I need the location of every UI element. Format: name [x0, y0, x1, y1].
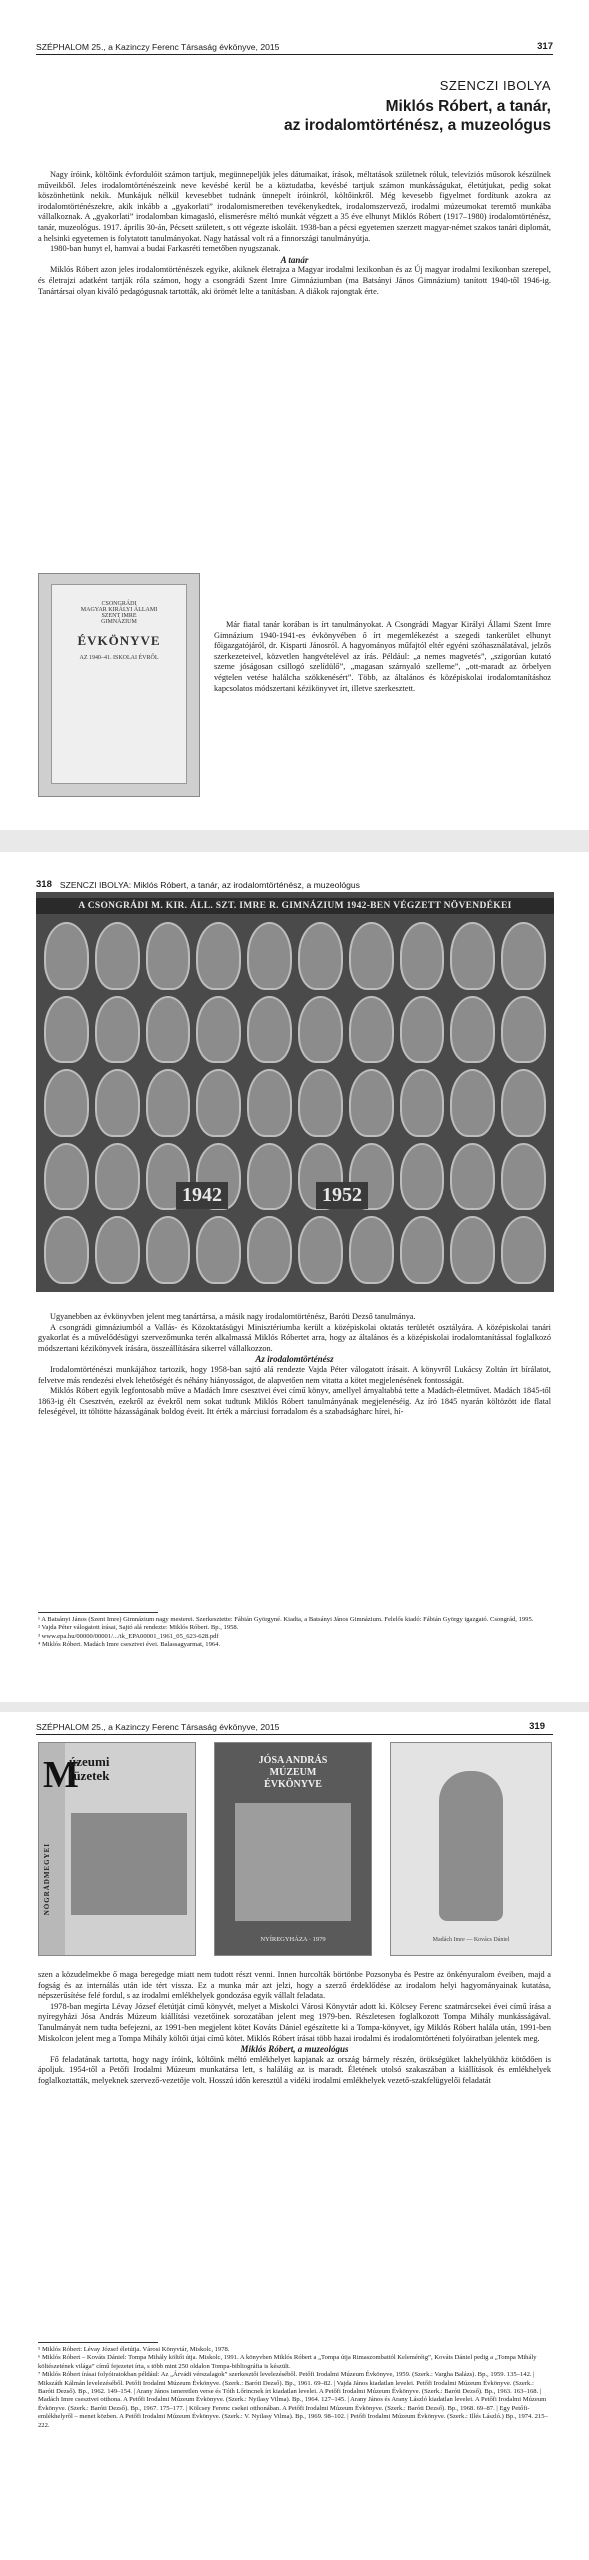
cover-title-line: ÉVKÖNYVE — [264, 1779, 322, 1790]
cover-title: ÉVKÖNYVE — [77, 633, 161, 648]
footnote: ⁶ Miklós Róbert – Kováts Dániel: Tompa Mihály költői útja. Miskolc, 1991. A könyvben Miklós Róbert a „Tompa útja Rimaszombattól Keleméréig”, Kováts Dániel pedig a „Tompa Mihály költészetének világa” című fejezetet írta, s több mint 250 oldalon Tompa-bibliográfia is készült. — [38, 2354, 537, 2370]
portrait — [95, 1143, 140, 1211]
running-header — [36, 876, 553, 893]
photo-year-label: 1952 — [316, 1182, 368, 1209]
portrait — [501, 1216, 546, 1284]
footnote: ⁷ Miklós Róbert írásai folyóiratokban például: Az „Árvádi vérszalagok” szerkesztői levelezéséből. Petőfi Irodalmi Múzeum Évkönyve, 1959. (Szerk.: Vargha Balázs). Bp., 1959. 135–142. | Mikszáth Kálmán levelezéséből. Petőfi Irodalmi Múzeum Évkönyve. (Szerk.: Baróti Dezső). Bp., 1961. 69–82. | Vajda János kiadatlan levelei. Petőfi Irodalmi Múzeum Évkönyve. (Szerk.: Baróti Dezső). Bp., 1962. 149–154. | Arany János ismeretlen verse és Tóth Lőrincnek írt kiadatlan levelei. A Petőfi Irodalmi Múzeum Évkönyve. (Szerk.: Baróti Dezső). Bp., 1963. 163–168. | Madách Imre csesztvei otthona. A Petőfi Irodalmi Múzeum Évkönyve. (Szerk.: Nyilasy Vilma). Bp., 1964. 127–145. | Arany János és Arany László kiadatlan levelei. A Petőfi Irodalmi Múzeum Évkönyve. (Szerk.: Baróti Dezső). Bp., 1967. 175–177. | Kölcsey Ferenc csekei otthonában. A Petőfi Irodalmi Múzeum Évkönyve. (Szerk.: Baróti Dezső). Bp., 1968. 69–87. | Egy Petőfi-emlékhelyről – menet közben. A Petőfi Irodalmi Múzeum Évkönyve. (Szerk.: V. Nyilasy Vilma). Bp., 1969. 98–102. | Petőfi Irodalmi Múzeum Évkönyve. (Szerk.: Illés László.) Bp., 1974. 215–222. — [38, 2371, 548, 2429]
page-gap — [0, 1702, 589, 1712]
portrait — [146, 1216, 191, 1284]
portrait — [501, 1069, 546, 1137]
cover-line: GIMNÁZIUM — [101, 619, 137, 625]
body-text — [38, 1970, 551, 2087]
cover-line: SZENT IMRE — [101, 613, 137, 619]
photo-year-label: 1942 — [176, 1182, 228, 1209]
portrait — [501, 1143, 546, 1211]
footnotes — [38, 1612, 551, 1650]
header-left: SZÉPHALOM 25., a Kazinczy Ferenc Társaság évkönyve, 2015 — [36, 1722, 280, 1732]
portrait — [247, 996, 292, 1064]
portrait — [298, 1216, 343, 1284]
paragraph: Miklós Róbert egyik legfontosabb műve a Madách Imre csesztvei évei című könyv, amellyel árnyaltabbá tette a Madách-életművet. Madách 1845-től 1863-ig élt Csesztvén, ezekről az évekről nem sokat tudtunk Miklós Róbert tanulmányának megjelenéséig. Az író 1845 nyarán költözött ide flatal feleségével, itt töltötte házasságának boldog éveit. Itt érték a márciusi forradalom és a szabadságharc hírei, hí- — [38, 1386, 551, 1417]
paragraph: Fő feladatának tartotta, hogy nagy íróink, költőink méltó emlékhelyet kapjanak az ország bármely részén, örökségüket lakhelyükhöz kötődően is ápoljuk. 1954-től a Petőfi Irodalmi Múzeum munkatársa lett, s haláláig az is maradt. Életének utolsó szakaszában a kiállítások és emlékhelyek foglalkoztatták, melyeknek szervező-vezetője volt. Hosszú időn keresztül a vidéki irodalmi emlékhelyek vezető-szakfelügyelői feladatát — [38, 2054, 551, 2085]
portrait — [44, 1143, 89, 1211]
header-left: SZÉPHALOM 25., a Kazinczy Ferenc Társaság évkönyve, 2015 — [36, 42, 280, 52]
title-line-1: Miklós Róbert, a tanár, — [385, 98, 551, 115]
footnote: ⁴ Miklós Róbert. Madách Imre csesztvei évei. Balassagyarmat, 1964. — [38, 1641, 221, 1649]
cover-title — [69, 1755, 109, 1783]
portrait — [95, 996, 140, 1064]
josa-andras-yearbook-cover — [214, 1742, 372, 1956]
page-gap — [0, 830, 589, 852]
portrait — [450, 922, 495, 990]
portrait — [95, 922, 140, 990]
portrait — [44, 1216, 89, 1284]
article-title — [131, 97, 551, 135]
section-heading: Miklós Róbert, a muzeológus — [240, 2044, 349, 2055]
cover-title — [215, 1755, 371, 1791]
running-header — [36, 38, 553, 55]
footnote: ² Vajda Péter válogatott írásai, Sajtó alá rendezte: Miklós Róbert. Bp., 1958. — [38, 1624, 239, 1632]
paragraph: 1980-ban hunyt el, hamvai a budai Farkasréti temetőben nyugszanak. — [50, 244, 281, 254]
paragraph: A csongrádi gimnáziumból a Vallás- és Közoktatásügyi Minisztériumba került a középiskolai oktatás területét osztályára. A középiskolai tanári gyakorlat és a művelődésügyi szervezőmunka terén alkalmassá Miklós Róbertet arra, hogy az általános és a középiskolai irodalomtanítással foglalkozó módszertani kézikönyvek írására, összeállítására sikerrel vállalkozzon. — [38, 1322, 551, 1353]
portrait — [298, 1069, 343, 1137]
portrait — [400, 1069, 445, 1137]
cover-photo — [71, 1813, 187, 1915]
page-317 — [0, 0, 589, 830]
title-line-2: az irodalomtörténész, a muzeológus — [284, 117, 551, 134]
portrait — [146, 996, 191, 1064]
cover-letter: M — [43, 1754, 79, 1796]
portrait — [349, 996, 394, 1064]
portrait — [349, 922, 394, 990]
portrait — [349, 1216, 394, 1284]
cover-footer: NYÍREGYHÁZA · 1979 — [260, 1936, 326, 1943]
portrait — [400, 996, 445, 1064]
footnote: ³ www.epa.hu/00000/00001/.../tk_EPA00001_1961_05_623-628.pdf — [38, 1632, 219, 1640]
page-318 — [0, 852, 589, 1702]
portrait — [247, 922, 292, 990]
page-number: 319 — [529, 1721, 545, 1732]
portrait — [400, 1143, 445, 1211]
body-text-top — [38, 170, 551, 297]
portrait-caption: Madách Imre — Kovács Dániel — [432, 1937, 510, 1943]
author-name: SZENCZI IBOLYA — [439, 78, 551, 93]
page-319 — [0, 1712, 589, 2560]
page-number: 317 — [537, 41, 553, 52]
portrait-grid — [44, 922, 546, 1284]
cover-inner — [51, 584, 187, 784]
portrait — [400, 1216, 445, 1284]
section-heading: A tanár — [280, 254, 309, 265]
portrait — [196, 1216, 241, 1284]
footnote: ¹ A Batsányi János (Szent Imre) Gimnázium nagy mesterei. Szerkesztette: Fábián Györgyné. Kiadta, a Batsányi János Gimnázium. Felelős kiadó: Fábián György igazgató. Csongrád, 1995. — [38, 1616, 534, 1623]
cover-title-line: úzeumi — [69, 1754, 110, 1769]
section-heading: Az irodalomtörténész — [255, 1354, 334, 1365]
madach-portrait-image — [390, 1742, 552, 1956]
running-header — [36, 1718, 553, 1735]
portrait — [450, 1143, 495, 1211]
portrait — [247, 1143, 292, 1211]
portrait — [450, 1216, 495, 1284]
paragraph: Miklós Róbert azon jeles irodalomtörténészek egyike, akiknek életrajza a Magyar irodalmi lexikonban és az Új magyar irodalmi lexikonban szerepel, és életrajzi adatként tartják róla számon, hogy a csongrádi Szent Imre Gimnáziumban (ma Batsányi János Gimnázium) tanított 1940-től 1946-ig. Tanártársai olyan kiváló pedagógusnak tartották, aki örömét lelte a tanításban. A diákok rajongtak érte. — [38, 265, 551, 296]
photo-banner: A CSONGRÁDI M. KIR. ÁLL. SZT. IMRE R. GIMNÁZIUM 1942-BEN VÉGZETT NÖVENDÉKEI — [36, 898, 554, 914]
cover-title-line: JÓSA ANDRÁS — [258, 1755, 328, 1766]
portrait — [501, 922, 546, 990]
cover-line: AZ 1940–41. ISKOLAI ÉVRŐL — [79, 655, 159, 661]
paragraph: Nagy íróink, költőink évfordulóit számon tartjuk, megünnepeljük jeles dátumaikat, írások, méltatások születnek róluk, televíziós műsorok készülnek műveikből. Jeles irodalomtörténészeink neve kevésbé kerül be a köztudatba, kevésbé tartjuk számon munkásságukat, életútjukat, pedig sokat köszönhetünk nekik. Munkájuk nélkül kevesebbet tudnánk ünnepelt íróinkról, költőinkről. Még kevesebb figyelmet fordítunk azokra az irodalomtörténészekre, akik inkább a „gyakorlati” irodalomismeretben tevékenykedtek, irodalomszervező, irodalmi múzeumokat teremtő munkába vállalkoznak. A „gyakorlati” irodalomban kimagasló, elismerésre méltó munkát végzett a 35 éve elhunyt Miklós Róbert (1917–1980) irodalomtörténész, tanár, muzeológus. 1917. április 30-án, Pécsett született, s ott végezte iskoláit. 1938-ban a pécsi egyetemen szerzett magyar-német szakos tanári diplomát, a helsinki egyetemen is folytatott tanulmányokat. Nagy hatással volt rá a finnországi tanulmányútja. — [38, 170, 551, 243]
portrait — [95, 1069, 140, 1137]
portrait — [247, 1216, 292, 1284]
paragraph: 1978-ban megírta Lévay József életútját című könyvét, melyet a Miskolci Városi Könyvtár adott ki. Kölcsey Ferenc szatmárcsekei évei című írása a nyíregyházi Jósa András Múzeum kiállítási vezetőinek sorozatában jelent meg 1979-ben. Részletesen foglalkozott Tompa Mihály munkásságával. Tanulmányát nem tudta befejezni, az 1991-ben megjelent kötet Kováts Dániel egészítette ki a Tompa-könyvet, így Miklós Róbert halála után, 1991-ben Miskolcon jelent meg a Tompa Mihály költői útjai című kötet. Miklós Róbert írásai több hazai irodalmi és irodalomtörténeti folyóiratban jelentek meg. — [38, 2001, 551, 2043]
cover-line: CSONGRÁDI — [101, 601, 137, 607]
footnote: ⁵ Miklós Róbert: Lévay József életútja. Városi Könyvtár, Miskolc, 1978. — [38, 2346, 230, 2353]
paragraph: Irodalomtörténészi munkájához tartozik, hogy 1958-ban sajtó alá rendezte Vajda Péter válogatott írásait. A könyvről Lukácsy Zoltán írt bírálatot, felvetve más rendezési elvek lehetőségét és néhány hiányosságot, de alapvetően nem vitatta a kötet megjelenésének fontosságát. — [38, 1364, 551, 1385]
paragraph: Ugyanebben az évkönyvben jelent meg tanártársa, a másik nagy irodalomtörténész, Baróti Dezső tanulmánya. — [50, 1312, 416, 1321]
portrait — [298, 922, 343, 990]
portrait — [501, 996, 546, 1064]
portrait — [44, 1069, 89, 1137]
footnotes — [38, 2342, 551, 2430]
cover-vertical-text: NÓGRÁDMEGYEI — [43, 1843, 51, 1916]
cover-line: MAGYAR KIRÁLYI ÁLLAMI — [80, 607, 158, 613]
page-number: 318 — [36, 879, 52, 890]
body-text-right — [214, 620, 551, 694]
portrait — [349, 1069, 394, 1137]
yearbook-cover-image — [38, 573, 200, 797]
paragraph: szen a közudelmekbe ő maga beregedge miatt nem tudott részt venni. Innen hurcolták börtönbe Pozsonyba és Pestre az önkényuralom éveiben, majd a fogság és az internálás után ide tért vissza. Ez a munka már azt jelzi, hogy a szerző érdeklődése az irodalom helyi hagyományainak kutatása, népszerűsítése felé fordul, s az irodalmi emlékhelyek gondozása egyik vállalt feladata. — [38, 1970, 551, 2001]
portrait — [146, 1069, 191, 1137]
portrait — [298, 996, 343, 1064]
portrait — [95, 1216, 140, 1284]
portrait — [400, 922, 445, 990]
portrait — [44, 996, 89, 1064]
class-photo-tableau — [36, 892, 554, 1292]
header-right: SZENCZI IBOLYA: Miklós Róbert, a tanár, az irodalomtörténész, a muzeológus — [59, 880, 360, 890]
cover-photo — [235, 1803, 351, 1921]
portrait — [450, 1069, 495, 1137]
portrait — [196, 1069, 241, 1137]
paragraph: Már fiatal tanár korában is írt tanulmányokat. A Csongrádi Magyar Királyi Állami Szent Imre Gimnázium 1940-1941-es évkönyvében ő írt megemlékezést a szegedi tankerület elhunyt főigazgatójáról, dr. Kisparti Jánosról. A hagyományos műfajtól eltér egyéni szóhasználatával, jelzős szerkezeteivel, közvetlen hangvételével az írás. Például: „a nemes magvetés”, „szigorúan kutató szeme jóságosan csillogó szelídülő”, „magasan szárnyaló szelleme”, „ott-maradt az örbelyen végtelen vetése halálcha szökkenésért”. Több, az általános és középiskolai irodalomtanításhoz kapcsolatos módszertani kézikönyvet írt, illetve szerkesztett. — [214, 620, 551, 693]
cover-title-line: MÚZEUM — [269, 1767, 317, 1778]
portrait — [196, 922, 241, 990]
portrait — [450, 996, 495, 1064]
footnote-rule — [38, 1612, 158, 1613]
portrait — [146, 922, 191, 990]
body-text — [38, 1312, 551, 1418]
footnote-rule — [38, 2342, 158, 2343]
portrait — [44, 922, 89, 990]
portrait-figure — [439, 1771, 503, 1921]
portrait — [196, 996, 241, 1064]
muzeumi-fuzetek-cover — [38, 1742, 196, 1956]
cover-title-line: füzetek — [69, 1768, 110, 1783]
portrait — [247, 1069, 292, 1137]
